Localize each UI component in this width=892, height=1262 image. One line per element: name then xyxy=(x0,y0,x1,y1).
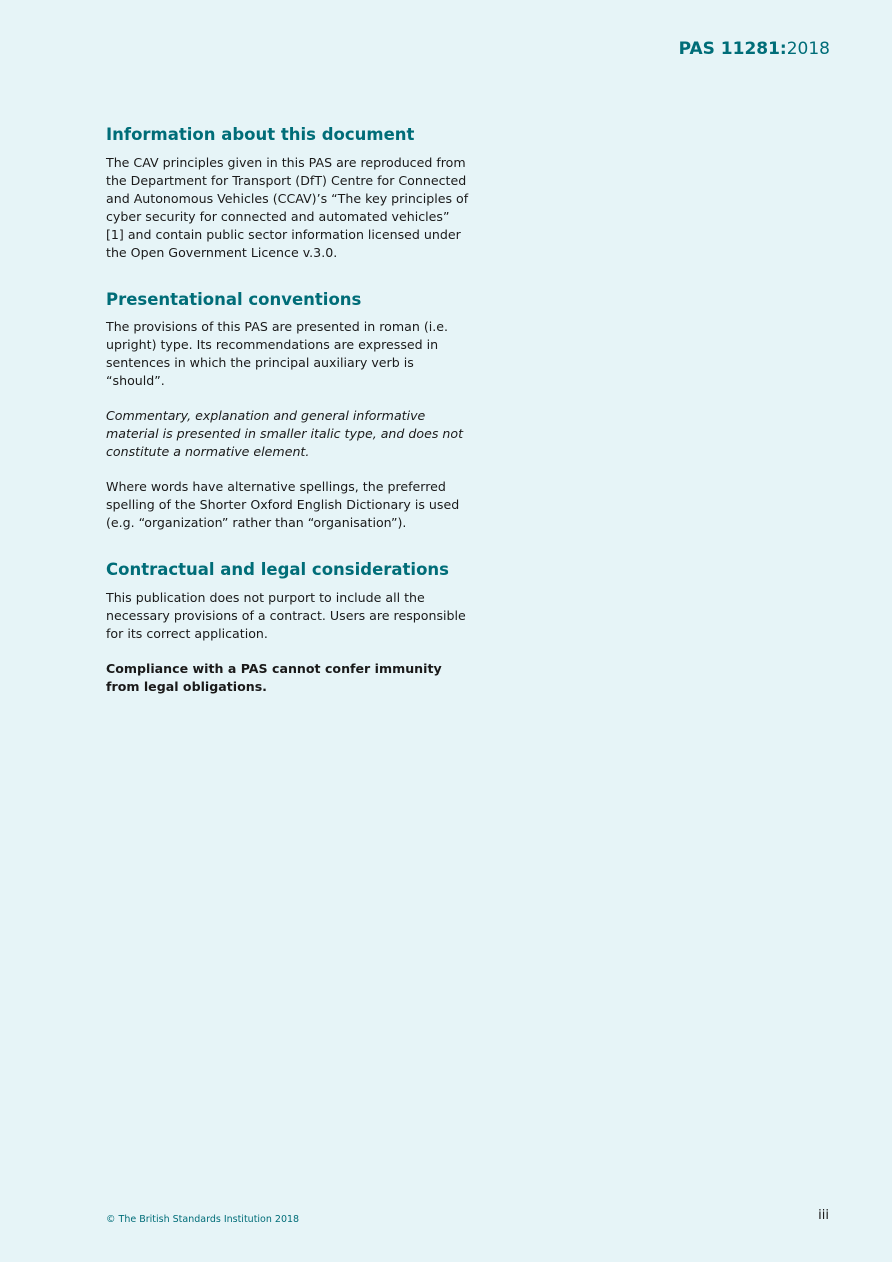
copyright-notice: © The British Standards Institution 2018 xyxy=(106,1214,300,1225)
section-presentational-conventions xyxy=(106,290,471,533)
pas-code: PAS 11281: xyxy=(678,39,787,59)
section-heading: Presentational conventions xyxy=(106,289,362,309)
section-information xyxy=(106,125,471,262)
document-reference xyxy=(679,39,830,59)
paragraph: Where words have alternative spellings, the preferred spelling of the Shorter Oxford English Dictionary is used (e.g. “organization” rather than “organisation”). xyxy=(106,479,460,531)
paragraph: This publication does not purport to include all the necessary provisions of a contract. Users are responsible for its correct application. xyxy=(106,589,466,641)
commentary-paragraph: Commentary, explanation and general informative material is presented in smaller italic type, and does not constitute a normative element. xyxy=(106,408,464,460)
page-number: iii xyxy=(818,1208,829,1223)
pas-year: 2018 xyxy=(786,39,830,59)
section-heading: Information about this document xyxy=(106,125,415,144)
section-heading: Contractual and legal considerations xyxy=(106,560,449,580)
paragraph: The CAV principles given in this PAS are reproduced from the Department for Transport (DfT) Centre for Connected and Autonomous Vehicles (CCAV)’s “The key principles of cyber security for connected and automated vehicles” [1] and contain public sector information licensed under the Open Government Licence v.3.0. xyxy=(106,154,469,260)
section-contractual-legal xyxy=(106,560,471,696)
paragraph: The provisions of this PAS are presented in roman (i.e. upright) type. Its recommendations are expressed in sentences in which the principal auxiliary verb is “should”. xyxy=(106,319,449,389)
compliance-notice: Compliance with a PAS cannot confer immunity from legal obligations. xyxy=(106,660,442,694)
main-content xyxy=(106,125,471,713)
